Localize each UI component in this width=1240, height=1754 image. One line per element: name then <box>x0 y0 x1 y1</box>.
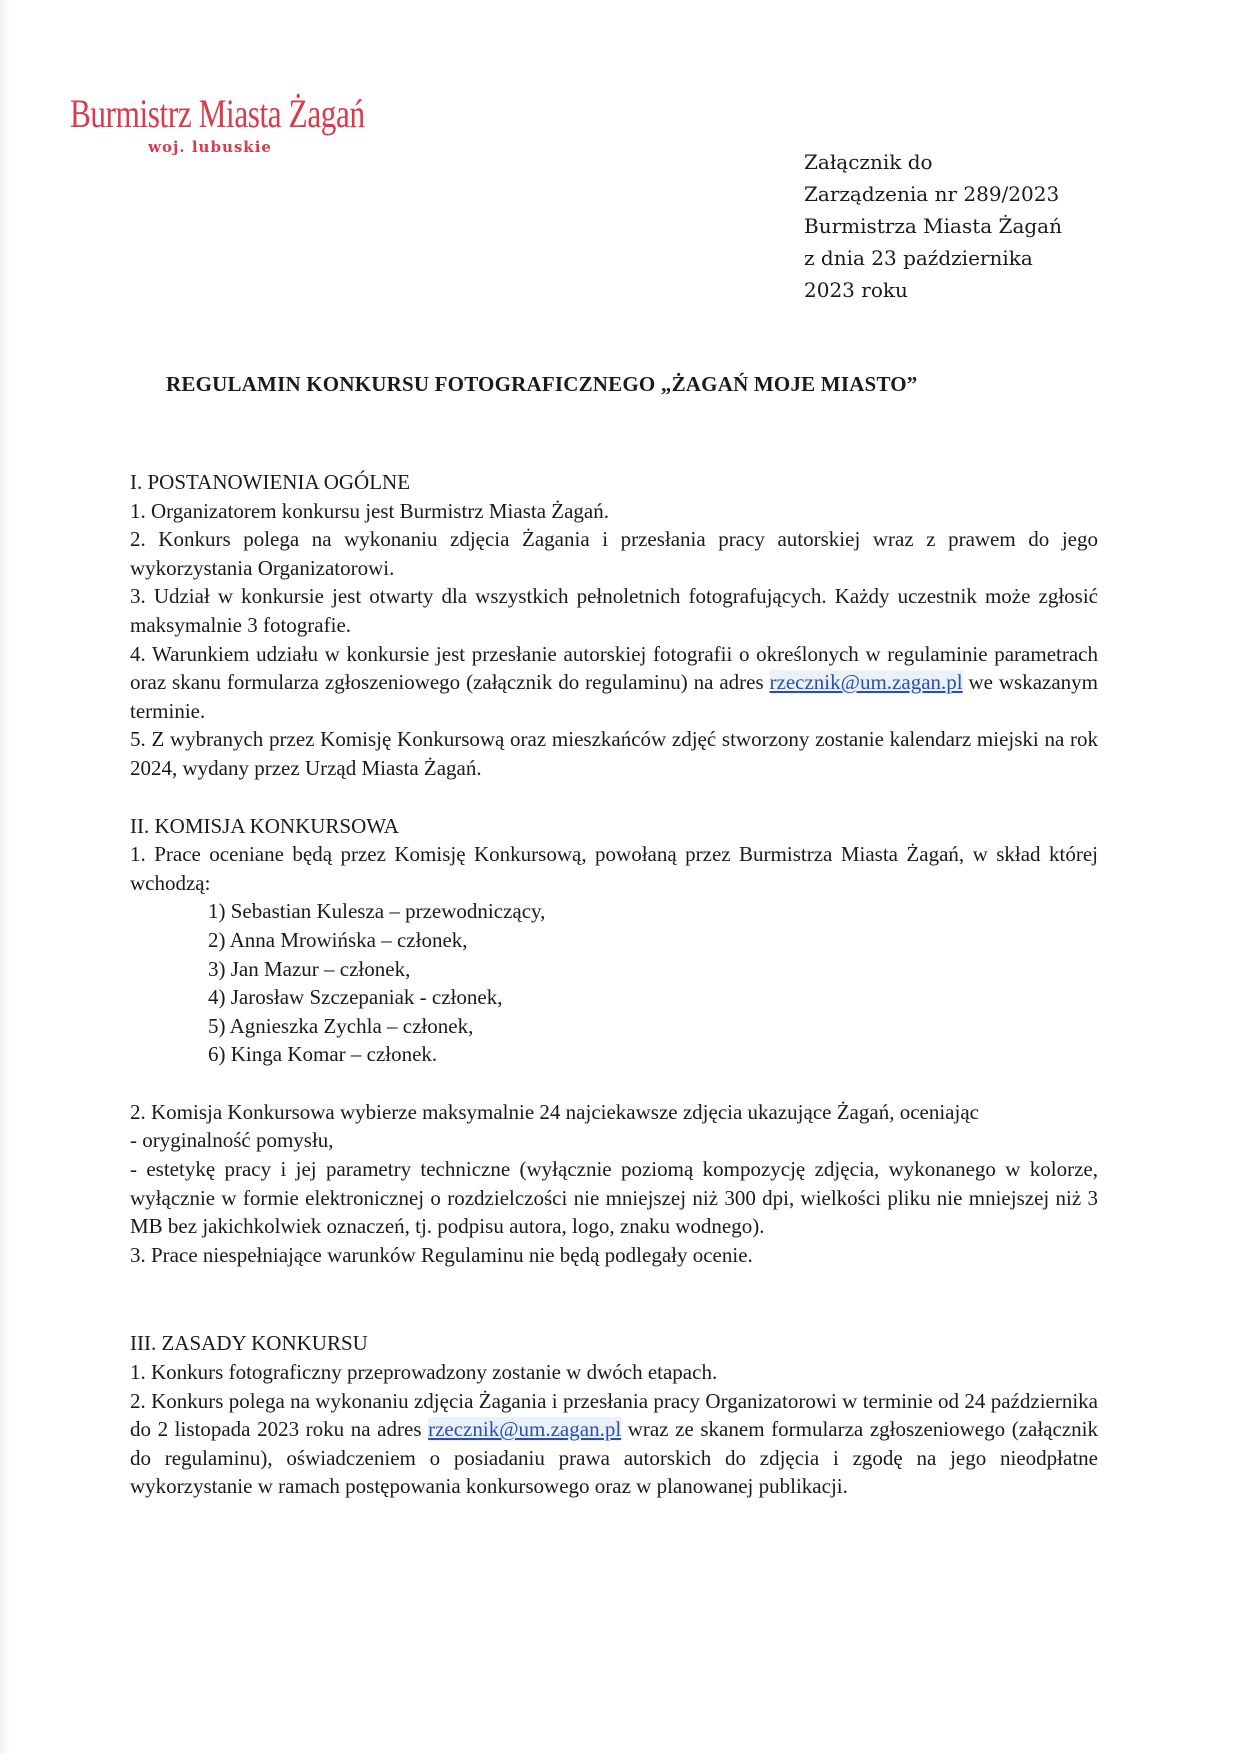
criterion: - estetykę pracy i jej parametry techniczne (wyłącznie poziomą kompozycję zdjęcia, wykonanego w kolorze, wyłącznie w formie elektronicznej o rozdzielczości nie mniejszej niż 300 dpi, wielkości pliku nie mniejszej niż 3 MB bez jakichkolwiek oznaczeń, tj. podpisu autora, logo, znaku wodnego). <box>130 1157 1098 1239</box>
email-link[interactable]: rzecznik@um.zagan.pl <box>769 670 963 695</box>
committee-member: 2) Anna Mrowińska – członek, <box>208 927 468 952</box>
stamp-subtitle: woj. lubuskie <box>148 138 272 156</box>
annex-line: Załącznik do <box>804 150 933 174</box>
paragraph: 1. Organizatorem konkursu jest Burmistrz Miasta Żagań. <box>130 498 610 523</box>
annex-line: Burmistrza Miasta Żagań <box>804 214 1062 238</box>
document-body <box>130 468 1098 1501</box>
annex-line: 2023 roku <box>804 278 908 302</box>
committee-member: 4) Jarosław Szczepaniak - członek, <box>208 985 503 1010</box>
annex-reference <box>804 146 1062 306</box>
paragraph: 2. Komisja Konkursowa wybierze maksymalnie 24 najciekawsze zdjęcia ukazujące Żagań, oceniając <box>130 1099 979 1124</box>
stamp-title: Burmistrz Miasta Żagań <box>70 91 365 136</box>
paragraph-text: wraz ze skanem formularza zgłoszeniowego (załącznik do regulaminu), oświadczeniem o posiadaniu prawa autorskich do zdjęcia i zgodę na jego nieodpłatne wykorzystanie w ramach postępowania konkursowego oraz w planowanej publikacji. <box>130 1417 1098 1499</box>
section-heading-general: I. POSTANOWIENIA OGÓLNE <box>130 470 411 494</box>
section-heading-rules: III. ZASADY KONKURSU <box>130 1331 368 1356</box>
paragraph: 3. Prace niespełniające warunków Regulaminu nie będą podlegały ocenie. <box>130 1242 753 1267</box>
committee-member: 5) Agnieszka Zychla – członek, <box>208 1013 474 1038</box>
committee-member: 3) Jan Mazur – członek, <box>208 956 411 981</box>
paragraph: 3. Udział w konkursie jest otwarty dla wszystkich pełnoletnich fotografujących. Każdy uczestnik może zgłosić maksymalnie 3 fotografie. <box>130 584 1098 637</box>
paragraph-text: 2. Konkurs polega na wykonaniu zdjęcia Żagania i przesłania pracy Organizatorowi w terminie od 24 października do 2 listopada 2023 roku na adres <box>130 1388 1098 1442</box>
paragraph: 2. Konkurs polega na wykonaniu zdjęcia Żagania i przesłania pracy autorskiej wraz z prawem do jego wykorzystania Organizatorowi. <box>130 527 1098 580</box>
paragraph-text: 4. Warunkiem udziału w konkursie jest przesłanie autorskiej fotografii o określonych w regulaminie parametrach oraz skanu formularza zgłoszeniowego (załącznik do regulaminu) na adres <box>130 641 1098 695</box>
annex-line: z dnia 23 października <box>804 246 1033 270</box>
paragraph: 1. Konkurs fotograficzny przeprowadzony zostanie w dwóch etapach. <box>130 1360 718 1385</box>
annex-line: Zarządzenia nr 289/2023 <box>804 182 1060 206</box>
mayor-stamp <box>70 92 370 156</box>
paragraph-text: we wskazanym terminie. <box>130 670 1098 723</box>
email-link[interactable]: rzecznik@um.zagan.pl <box>428 1417 622 1442</box>
committee-member: 1) Sebastian Kulesza – przewodniczący, <box>208 899 546 924</box>
section-heading-committee: II. KOMISJA KONKURSOWA <box>130 813 399 838</box>
paragraph: 5. Z wybranych przez Komisję Konkursową oraz mieszkańców zdjęć stworzony zostanie kalendarz miejski na rok 2024, wydany przez Urząd Miasta Żagań. <box>130 727 1098 780</box>
committee-member: 6) Kinga Komar – członek. <box>208 1042 438 1067</box>
paragraph <box>130 1387 1098 1501</box>
document-title: REGULAMIN KONKURSU FOTOGRAFICZNEGO „ŻAGAŃ MOJE MIASTO” <box>166 372 918 396</box>
scan-edge-shadow <box>0 0 10 1754</box>
criterion: - oryginalność pomysłu, <box>130 1128 334 1153</box>
paragraph: 1. Prace oceniane będą przez Komisję Konkursową, powołaną przez Burmistrza Miasta Żagań, w skład której wchodzą: <box>130 842 1098 895</box>
paragraph <box>130 640 1098 726</box>
